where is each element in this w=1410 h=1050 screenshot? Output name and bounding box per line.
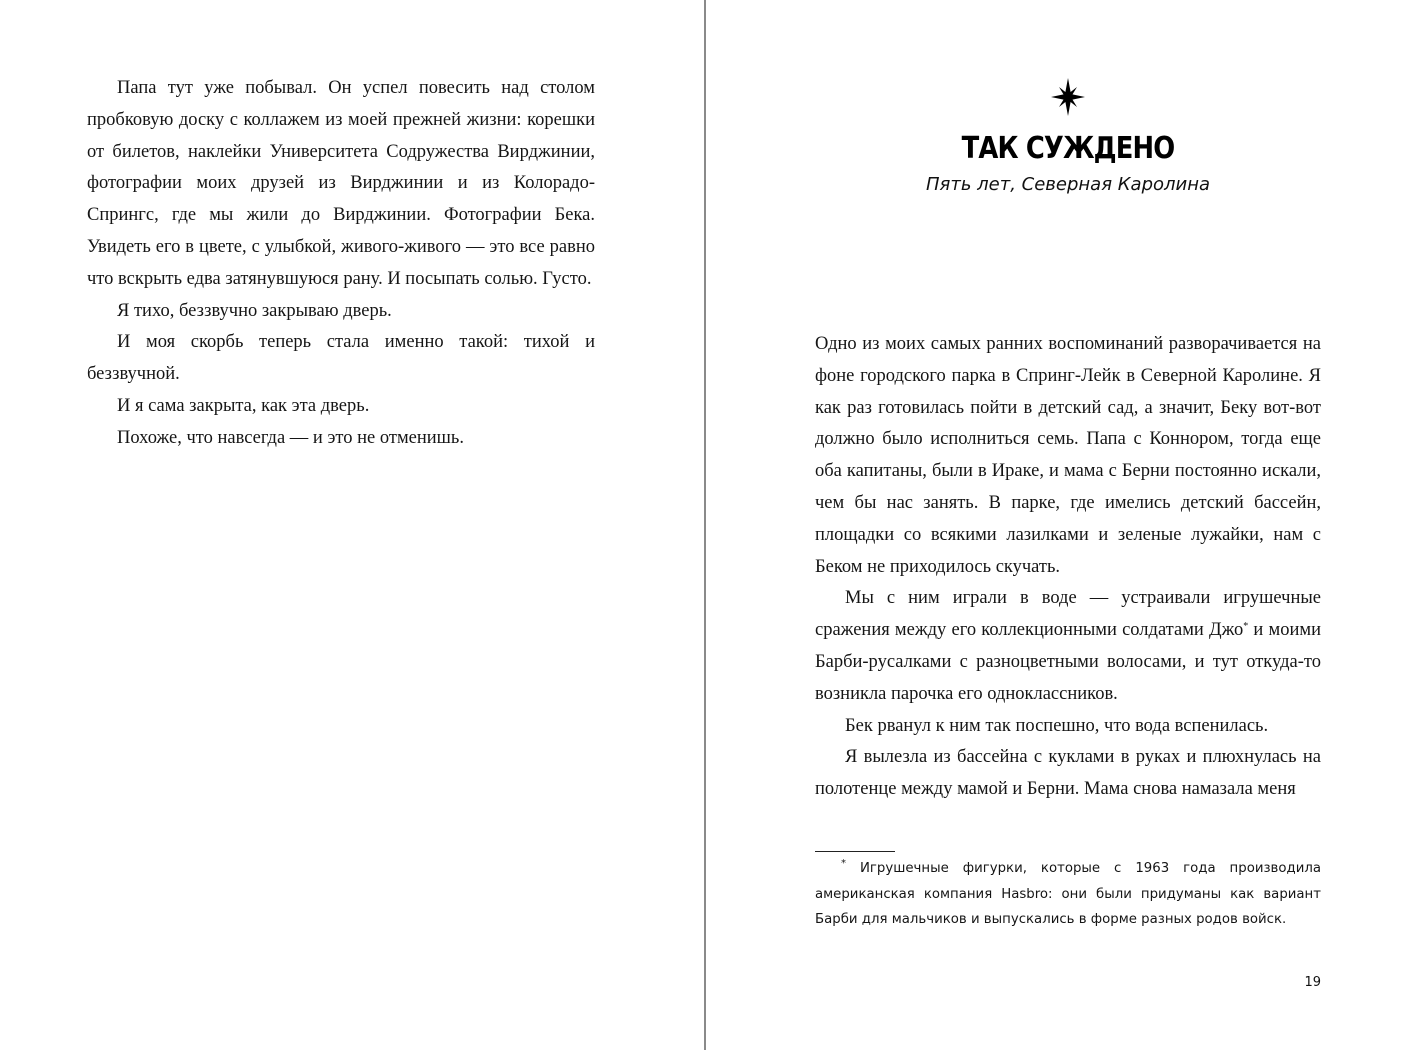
- footnote-separator: [815, 851, 895, 852]
- paragraph: Одно из моих самых ранних воспоминаний разворачивается на фоне городского парка в Спринг-Лейк в Северной Каролине. Я как раз готовилась пойти в детский сад, а значит, Беку вот-вот должно было исполниться семь. Папа с Коннором, тогда еще оба капитаны, были в Ираке, и мама с Берни постоянно искали, чем бы нас занять. В парке, где имелись детский бассейн, площадки со всякими лазилками и зеленые лужайки, нам с Беком не приходилось скучать.: [815, 334, 1321, 577]
- paragraph: И я сама закрыта, как эта дверь.: [117, 395, 370, 416]
- right-page-body: [815, 329, 1321, 806]
- footnote: [815, 856, 1321, 933]
- chapter-title: ТАК СУЖДЕНО: [961, 131, 1175, 166]
- footnote-text: Игрушечные фигурки, которые с 1963 года производила американская компания Hasbro: они были придуманы как вариант Барби для мальчиков и выпускались в форме разных родов войск.: [815, 861, 1321, 927]
- chapter-subtitle: Пять лет, Северная Каролина: [925, 174, 1211, 195]
- paragraph: Я вылезла из бассейна с куклами в руках и плюхнулась на полотенце между мамой и Берни. Мама снова намазала меня: [815, 747, 1321, 800]
- page-number: 19: [1304, 975, 1321, 990]
- footnote-marker: *: [841, 858, 846, 869]
- paragraph: [815, 583, 1321, 710]
- paragraph: Похоже, что навсегда — и это не отменишь.: [117, 427, 464, 448]
- right-page: [707, 0, 1410, 1050]
- paragraph-text: и моими Барби-русалками с разноцветными волосами, и тут откуда-то возникла парочка его одноклассников.: [815, 620, 1321, 704]
- footnote-reference[interactable]: *: [1243, 621, 1249, 633]
- paragraph-text: Мы с ним играли в воде — устраивали игрушечные сражения между его коллекционными солдатами Джо: [815, 588, 1321, 641]
- book-spine-divider: [704, 0, 706, 1050]
- left-page-body: [87, 73, 595, 455]
- paragraph: Папа тут уже побывал. Он успел повесить над столом пробковую доску с коллажем из моей прежней жизни: корешки от билетов, наклейки Университета Содружества Вирджинии, фотографии моих друзей из Вирджинии и из Колорадо-Спрингс, где мы жили до Вирджинии. Фотографии Бека. Увидеть его в цвете, с улыбкой, живого-живого — это все равно что вскрыть едва затянувшуюся рану. И посыпать солью. Густо.: [87, 78, 595, 289]
- paragraph: Я тихо, беззвучно закрываю дверь.: [117, 300, 392, 321]
- compass-star-icon: [1051, 78, 1085, 116]
- paragraph: Бек рванул к ним так поспешно, что вода вспенилась.: [845, 715, 1269, 736]
- paragraph: И моя скорбь теперь стала именно такой: тихой и беззвучной.: [87, 332, 595, 385]
